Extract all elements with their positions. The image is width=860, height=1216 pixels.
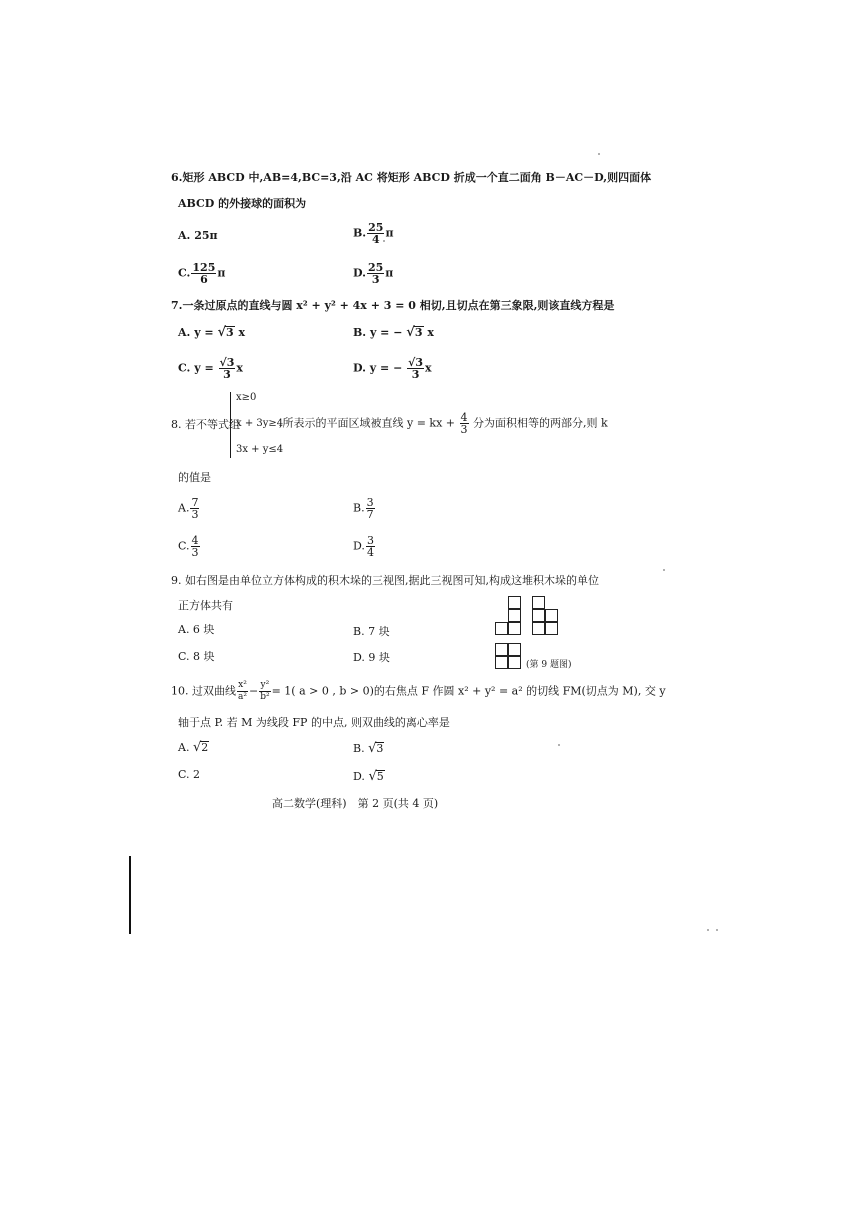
- denominator: 7: [366, 508, 374, 521]
- denominator: 3: [223, 368, 231, 381]
- inequality-3: 3x + y≤4: [236, 444, 284, 455]
- fraction: [191, 535, 200, 558]
- option-label: D.: [353, 266, 366, 280]
- denominator: 3: [411, 368, 420, 381]
- q10-option-a: [178, 741, 209, 755]
- numerator: 4: [460, 411, 468, 424]
- grid-cell: [495, 643, 508, 656]
- q9-option-a: A. 6 块: [178, 623, 215, 636]
- top-view-figure: [494, 643, 524, 671]
- scan-speck: [558, 744, 560, 746]
- variable: x: [425, 361, 432, 375]
- radical-sign: √: [217, 325, 227, 340]
- q7-option-b: [353, 326, 434, 340]
- numerator: x²: [238, 680, 247, 690]
- radicand: 3: [226, 326, 234, 339]
- grid-cell: [532, 609, 545, 622]
- q9-option-d: D. 9 块: [353, 651, 390, 664]
- option-label: C. y =: [178, 361, 214, 375]
- numerator: y²: [260, 680, 270, 690]
- numerator: √3: [408, 356, 424, 369]
- numerator: 7: [191, 496, 199, 509]
- grid-cell: [508, 609, 521, 622]
- front-view-figure: [494, 596, 524, 638]
- fraction: [460, 412, 469, 435]
- radicand: 3: [376, 742, 384, 755]
- stem-text: 分为面积相等的两部分,则 k: [473, 416, 608, 430]
- fraction: [191, 262, 216, 285]
- denominator: 6: [200, 273, 208, 286]
- fraction: [259, 680, 270, 703]
- stem-text: ,所表示的平面区域被直线 y = kx +: [279, 416, 455, 430]
- pi-symbol: π: [385, 266, 394, 280]
- radical-sign: √: [406, 325, 415, 340]
- denominator: 3: [191, 508, 199, 521]
- variable: x: [238, 326, 246, 339]
- stem-text: = 1( a > 0 , b > 0)的右焦点 F 作圆 x² + y² = a² 的切线 FM(切点为 M), 交 y: [271, 684, 666, 698]
- option-label: C.: [178, 539, 190, 553]
- radicand: 3: [414, 326, 423, 339]
- radical-sign: √: [192, 740, 202, 755]
- option-label: B.: [353, 501, 365, 515]
- option-label: B. y = −: [353, 326, 403, 339]
- fraction: [407, 357, 424, 380]
- option-label: C.: [178, 266, 191, 280]
- radical-sign: √: [368, 769, 377, 784]
- grid-cell: [495, 622, 508, 635]
- grid-cell: [508, 643, 521, 656]
- q6-option-c: [178, 262, 225, 285]
- radicand: 5: [376, 770, 384, 783]
- q6-stem-line1: 6.矩形 ABCD 中,AB=4,BC=3,沿 AC 将矩形 ABCD 折成一个直二面角 B－AC－D,则四面体: [171, 171, 652, 184]
- option-label: B.: [353, 226, 367, 240]
- denominator: 4: [371, 233, 380, 246]
- scan-speck: [663, 569, 665, 571]
- option-label: A. y =: [178, 326, 214, 339]
- variable: x: [236, 361, 243, 375]
- q7-option-a: [178, 326, 245, 340]
- numerator: 3: [366, 534, 374, 547]
- q9-stem-line2: 正方体共有: [178, 599, 233, 612]
- q9-stem-line1: 9. 如右图是由单位立方体构成的积木垛的三视图,据此三视图可知,构成这堆积木垛的单位: [171, 574, 599, 587]
- q8-stem-line2: 的值是: [178, 471, 211, 484]
- q6-stem-line2: ABCD 的外接球的面积为: [178, 197, 307, 210]
- scan-speck: [598, 153, 600, 155]
- pi-symbol: π: [217, 266, 226, 280]
- option-label: D. y = −: [353, 361, 403, 375]
- q9-option-b: B. 7 块: [353, 625, 390, 638]
- scan-speck: [716, 929, 718, 931]
- denominator: b²: [260, 692, 270, 702]
- numerator: 25: [368, 221, 384, 234]
- grid-cell: [508, 596, 521, 609]
- denominator: 3: [191, 546, 199, 559]
- scan-speck: [383, 240, 385, 242]
- fraction: [366, 535, 375, 558]
- figure-caption: (第 9 题图): [526, 660, 572, 670]
- side-view-figure: [531, 596, 563, 638]
- q10-option-c: C. 2: [178, 768, 201, 781]
- q10-option-b: [353, 742, 384, 756]
- q8-stem-main: [279, 412, 608, 435]
- variable: x: [427, 326, 434, 339]
- numerator: √3: [219, 356, 235, 369]
- q7-option-d: [353, 357, 432, 380]
- radicand: 2: [201, 741, 209, 754]
- denominator: 4: [366, 546, 374, 559]
- numerator: 25: [367, 261, 384, 274]
- option-label: B.: [353, 742, 365, 755]
- radical-sign: √: [368, 741, 377, 756]
- q8-option-d: [353, 535, 376, 558]
- q6-option-b: [353, 222, 394, 245]
- numerator: 3: [366, 496, 374, 509]
- inequality-1: x≥0: [236, 392, 257, 403]
- fraction: [237, 680, 248, 703]
- denominator: 3: [371, 273, 380, 286]
- grid-cell: [508, 622, 521, 635]
- fraction: [219, 357, 236, 380]
- denominator: a²: [238, 692, 247, 702]
- numerator: 125: [192, 261, 216, 274]
- q10-option-d: [353, 770, 385, 784]
- q8-option-b: [353, 497, 376, 520]
- q10-stem-line2: 轴于点 P. 若 M 为线段 FP 的中点, 则双曲线的离心率是: [178, 716, 450, 729]
- grid-cell: [508, 656, 521, 669]
- grid-cell: [545, 609, 558, 622]
- q8-option-c: [178, 535, 201, 558]
- q7-stem: 7.一条过原点的直线与圆 x² + y² + 4x + 3 = 0 相切,且切点在第三象限,则该直线方程是: [171, 299, 615, 312]
- fraction: [190, 497, 199, 520]
- minus-sign: −: [248, 684, 259, 698]
- grid-cell: [532, 596, 545, 609]
- fraction: [367, 262, 384, 285]
- numerator: 4: [191, 534, 199, 547]
- q10-stem-line1: [171, 680, 666, 703]
- scan-speck: [707, 929, 709, 931]
- q7-option-c: [178, 357, 243, 380]
- option-label: A.: [178, 741, 190, 754]
- scan-margin-line: [129, 856, 131, 934]
- grid-cell: [532, 622, 545, 635]
- q8-option-a: [178, 497, 200, 520]
- grid-cell: [545, 622, 558, 635]
- stem-text: 10. 过双曲线: [171, 684, 236, 698]
- q8-stem-prefix: 8. 若不等式组: [171, 418, 240, 431]
- denominator: 3: [460, 423, 468, 436]
- q6-option-a: A. 25π: [178, 229, 218, 242]
- inequality-2: x + 3y≥4: [236, 418, 284, 429]
- option-label: D.: [353, 770, 365, 783]
- option-label: D.: [353, 539, 365, 553]
- page-footer: 高二数学(理科) 第 2 页(共 4 页): [272, 797, 439, 810]
- fraction: [367, 222, 384, 245]
- q9-option-c: C. 8 块: [178, 650, 215, 663]
- q6-option-d: [353, 262, 393, 285]
- grid-cell: [495, 656, 508, 669]
- pi-symbol: π: [385, 226, 394, 240]
- fraction: [366, 497, 375, 520]
- option-label: A.: [178, 501, 190, 515]
